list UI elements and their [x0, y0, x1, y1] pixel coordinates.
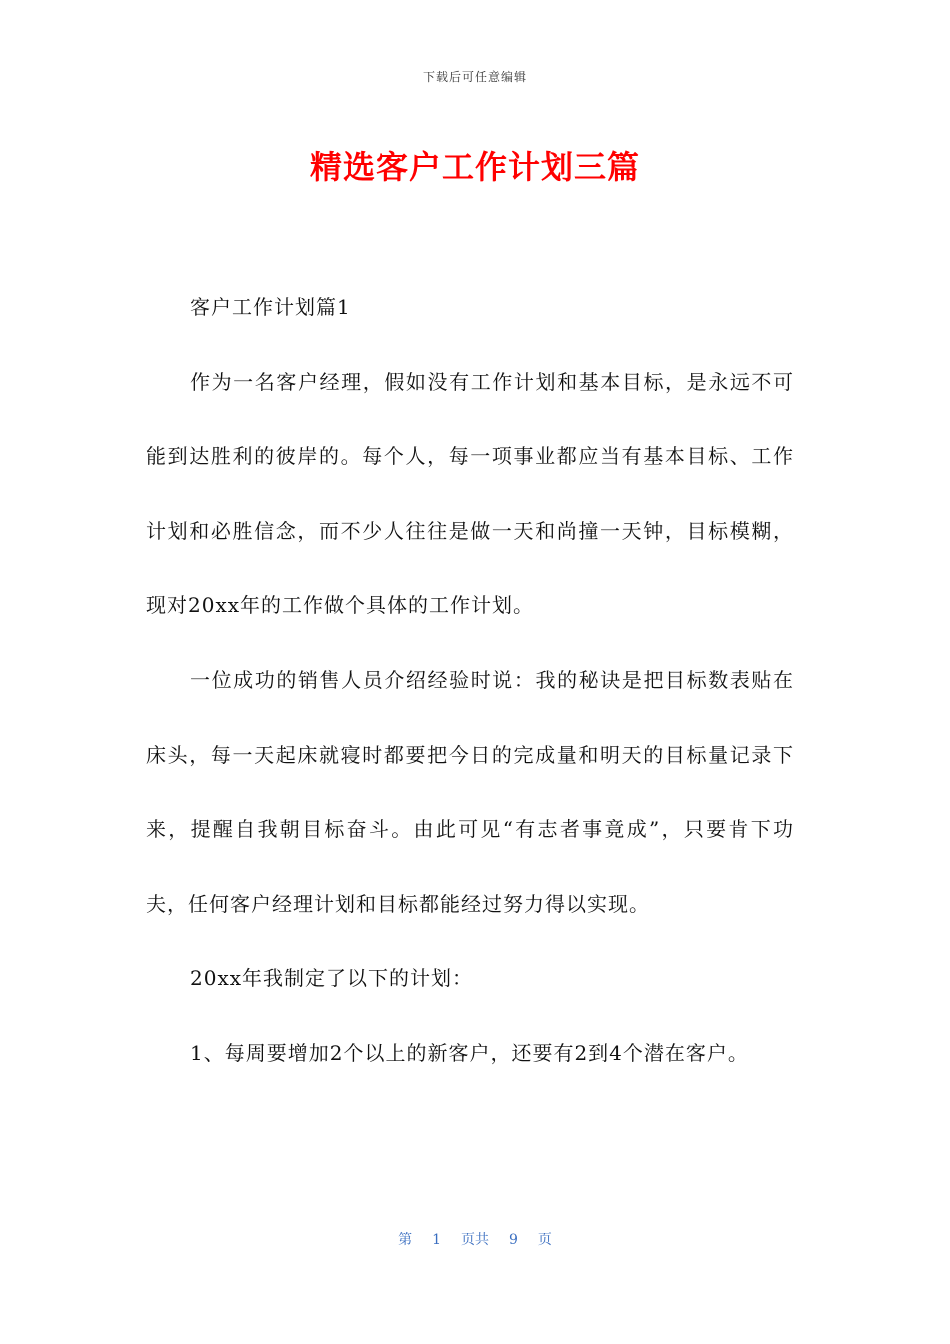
document-body [146, 270, 794, 1091]
section-heading: 客户工作计划篇1 [190, 295, 351, 319]
paragraph: 1、每周要增加2个以上的新客户，还要有2到4个潜在客户。 [190, 1040, 749, 1065]
footer-page-label: 第 [398, 1232, 413, 1248]
paragraph: 作为一名客户经理，假如没有工作计划和基本目标，是永远不可能到达胜利的彼岸的。每个人，每一项事业都应当有基本目标、工作计划和必胜信念，而不少人往往是做一天和尚撞一天钟，目标模糊，现对20xx年的工作做个具体的工作计划。 [146, 369, 794, 618]
paragraph: 20xx年我制定了以下的计划： [190, 966, 474, 991]
paragraph: 一位成功的销售人员介绍经验时说：我的秘诀是把目标数表贴在床头，每一天起床就寝时都要把今日的完成量和明天的目标量记录下来，提醒自我朝目标奋斗。由此可见“有志者事竟成”，只要肯下功夫，任何客户经理计划和目标都能经过努力得以实现。 [146, 667, 794, 916]
footer-current-page: 1 [432, 1232, 441, 1248]
footer-end-label: 页 [537, 1232, 552, 1248]
header-note: 下载后可任意编辑 [422, 70, 527, 84]
footer-of-label: 页共 [461, 1232, 489, 1248]
page-footer [0, 1229, 950, 1249]
document-title: 精选客户工作计划三篇 [309, 148, 640, 186]
footer-total-pages: 9 [509, 1232, 518, 1248]
